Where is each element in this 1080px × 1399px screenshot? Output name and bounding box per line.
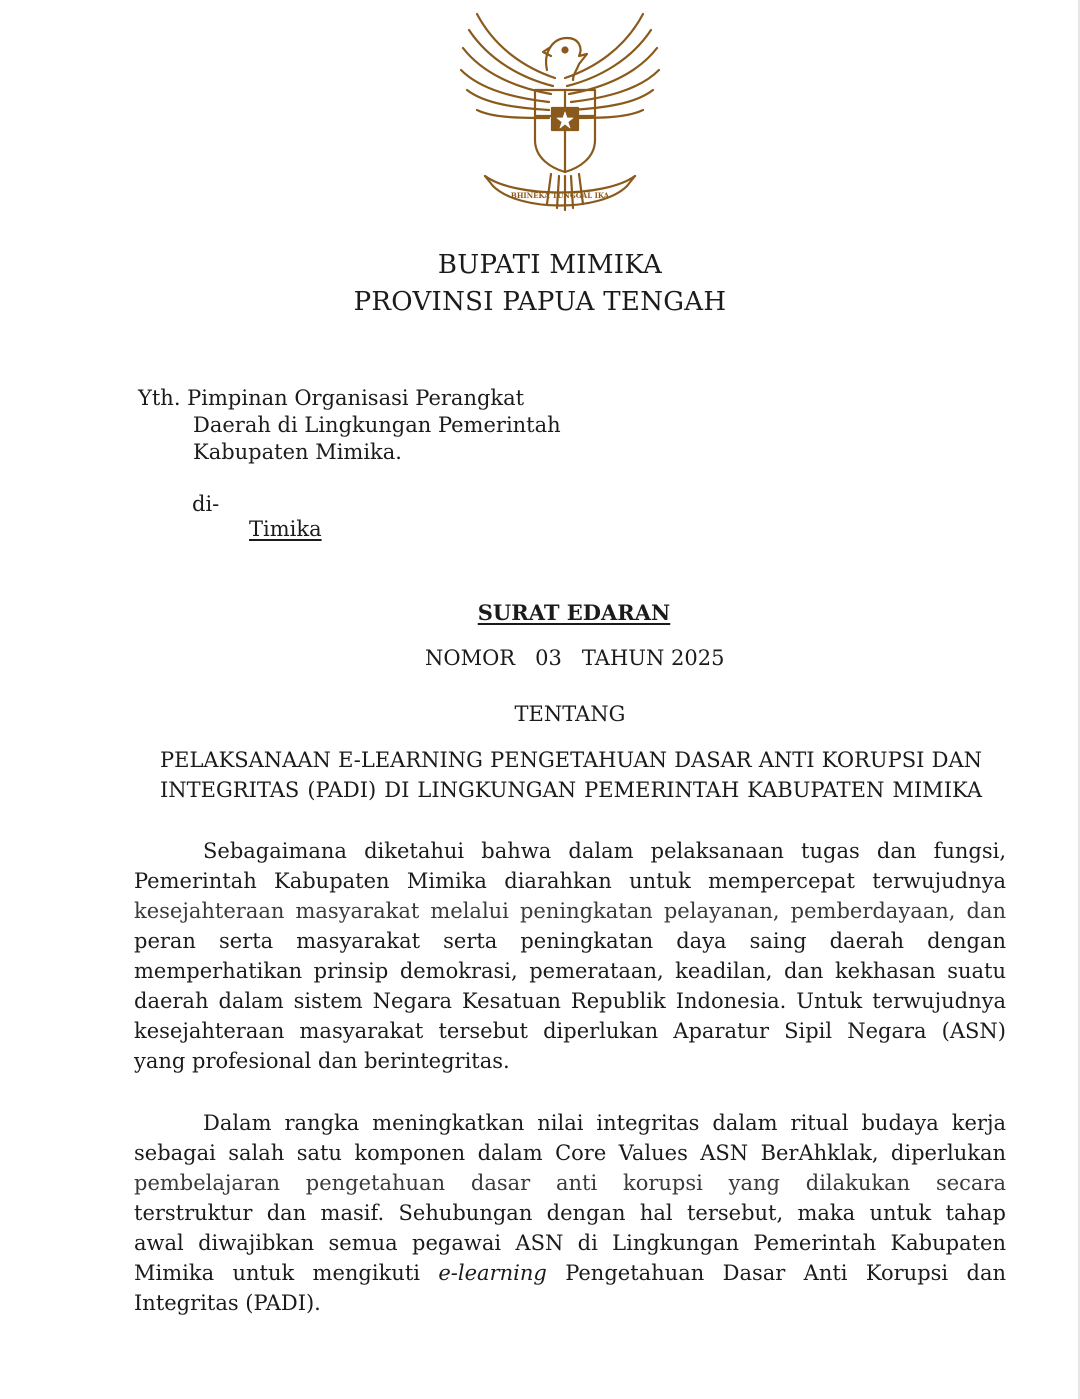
paragraph2-line: pembelajaran pengetahuan dasar anti korupsi yang dilakukan secara <box>134 1171 1006 1195</box>
nomor-value: 03 <box>535 646 562 670</box>
paragraph2-line: Dalam rangka meningkatkan nilai integritas dalam ritual budaya kerja <box>203 1111 1006 1135</box>
paragraph2-line: sebagai salah satu komponen dalam Core Values ASN BerAhklak, diperlukan <box>134 1141 1006 1165</box>
tahun-label: TAHUN <box>581 646 665 670</box>
letterhead-province: PROVINSI PAPUA TENGAH <box>353 287 727 317</box>
paragraph2-line: terstruktur dan masif. Sehubungan dengan hal tersebut, maka untuk tahap <box>134 1201 1006 1225</box>
paragraph1-line: daerah dalam sistem Negara Kesatuan Republik Indonesia. Untuk terwujudnya <box>134 989 1006 1013</box>
paragraph1-line: memperhatikan prinsip demokrasi, pemerataan, keadilan, dan kekhasan suatu <box>134 959 1006 983</box>
letterhead-title: BUPATI MIMIKA <box>437 250 663 280</box>
paragraph2-line6-a: Mimika untuk mengikuti <box>134 1261 420 1285</box>
paragraph1-line: kesejahteraan masyarakat melalui peningkatan pelayanan, pemberdayaan, dan <box>134 899 1006 923</box>
addressee-di: di- <box>192 492 220 516</box>
subject-line-1: PELAKSANAAN E-LEARNING PENGETAHUAN DASAR ANTI KORUPSI DAN <box>160 748 982 772</box>
elearning-italic: e-learning <box>438 1261 547 1285</box>
paragraph2-line: awal diwajibkan semua pegawai ASN di Lingkungan Pemerintah Kabupaten <box>134 1231 1006 1255</box>
nomor-label: NOMOR <box>425 646 516 670</box>
paragraph1-line: yang profesional dan berintegritas. <box>134 1049 510 1073</box>
paragraph1-line: kesejahteraan masyarakat tersebut diperlukan Aparatur Sipil Negara (ASN) <box>134 1019 1006 1043</box>
subject-line-2: INTEGRITAS (PADI) DI LINGKUNGAN PEMERINTAH KABUPATEN MIMIKA <box>160 778 982 802</box>
document-number-line <box>425 646 724 670</box>
addressee-line-2: Daerah di Lingkungan Pemerintah <box>193 413 561 437</box>
tahun-value: 2025 <box>671 646 725 670</box>
paragraph1-line: peran serta masyarakat serta peningkatan daya saing daerah dengan <box>134 929 1006 953</box>
paragraph2-line6-b: Pengetahuan Dasar Anti Korupsi dan <box>565 1261 1006 1285</box>
paragraph2-line: Integritas (PADI). <box>134 1291 321 1315</box>
garuda-emblem-icon <box>455 8 665 230</box>
addressee-place: Timika <box>249 517 322 541</box>
paragraph2-line <box>134 1261 1006 1285</box>
svg-text:BHINEKA TUNGGAL IKA: BHINEKA TUNGGAL IKA <box>510 191 610 200</box>
paragraph1-line: Sebagaimana diketahui bahwa dalam pelaksanaan tugas dan fungsi, <box>203 839 1006 863</box>
addressee-line-1: Yth. Pimpinan Organisasi Perangkat <box>138 386 525 410</box>
paragraph1-line: Pemerintah Kabupaten Mimika diarahkan untuk mempercepat terwujudnya <box>134 869 1006 893</box>
tentang-heading: TENTANG <box>514 702 626 726</box>
addressee-line-3: Kabupaten Mimika. <box>193 440 402 464</box>
document-type: SURAT EDARAN <box>477 600 671 625</box>
